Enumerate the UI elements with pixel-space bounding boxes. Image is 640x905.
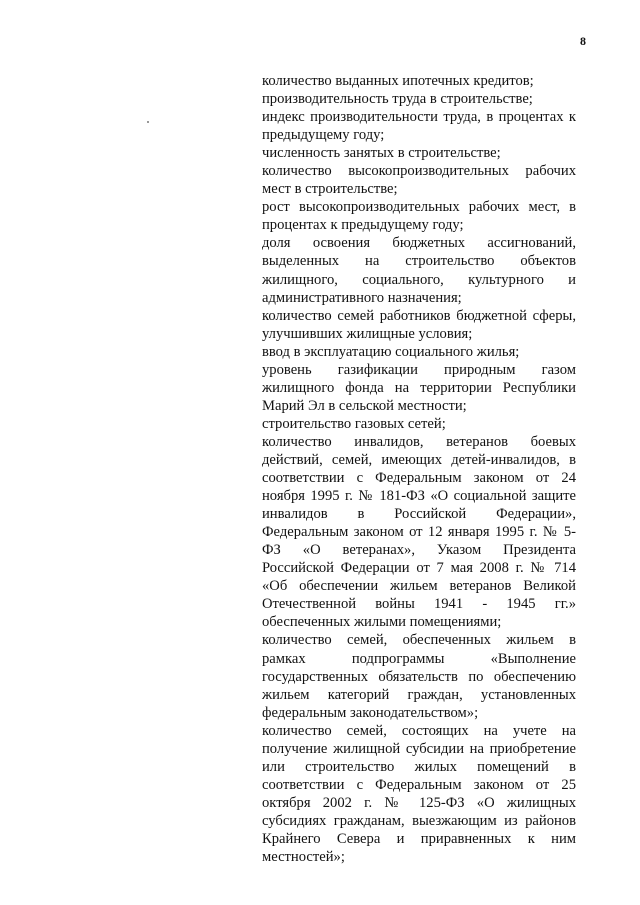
list-item: количество инвалидов, ветеранов боевых действий, семей, имеющих детей-инвалидов, в соответствии с Федеральным законом от 24 ноября 1995 г. № 181-ФЗ «О социальной защите инвалидов в Российской Федерации», Федеральным законом от 12 января 1995 г. № 5-ФЗ «О ветеранах», Указом Президента Российской Федерации от 7 мая 2008 г. № 714 «Об обеспечении жильем ветеранов Великой Отечественной войны 1941 - 1945 гг.» обеспеченных жилыми помещениями; [262, 433, 576, 631]
list-item: строительство газовых сетей; [262, 415, 446, 432]
list-item: ввод в эксплуатацию социального жилья; [262, 343, 520, 360]
list-item: количество выданных ипотечных кредитов; [262, 73, 534, 89]
indicator-list [262, 72, 576, 866]
list-item: доля освоения бюджетных ассигнований, выделенных на строительство объектов жилищного, социального, культурного и административного назначения; [262, 235, 576, 306]
stray-mark [147, 121, 149, 123]
list-item: индекс производительности труда, в процентах к предыдущему году; [262, 109, 576, 144]
list-item: численность занятых в строительстве; [262, 145, 501, 162]
list-item: рост высокопроизводительных рабочих мест, в процентах к предыдущему году; [262, 199, 576, 234]
list-item: количество семей, состоящих на учете на получение жилищной субсидии на приобретение или строительство жилых помещений в соответствии с Федеральным законом от 25 октября 2002 г. № 125-ФЗ «О жилищных субсидиях гражданам, выезжающим из районов Крайнего Севера и приравненных к ним местностей»; [262, 722, 576, 866]
page-number: 8 [580, 34, 586, 48]
list-item: количество семей, обеспеченных жильем в рамках подпрограммы «Выполнение государственных обязательств по обеспечению жильем категорий граждан, установленных федеральным законодательством»; [262, 632, 576, 721]
list-item: уровень газификации природным газом жилищного фонда на территории Республики Марий Эл в сельской местности; [262, 361, 576, 414]
list-item: количество семей работников бюджетной сферы, улучшивших жилищные условия; [262, 307, 576, 342]
list-item: количество высокопроизводительных рабочих мест в строительстве; [262, 163, 576, 198]
list-item: производительность труда в строительстве; [262, 91, 533, 108]
